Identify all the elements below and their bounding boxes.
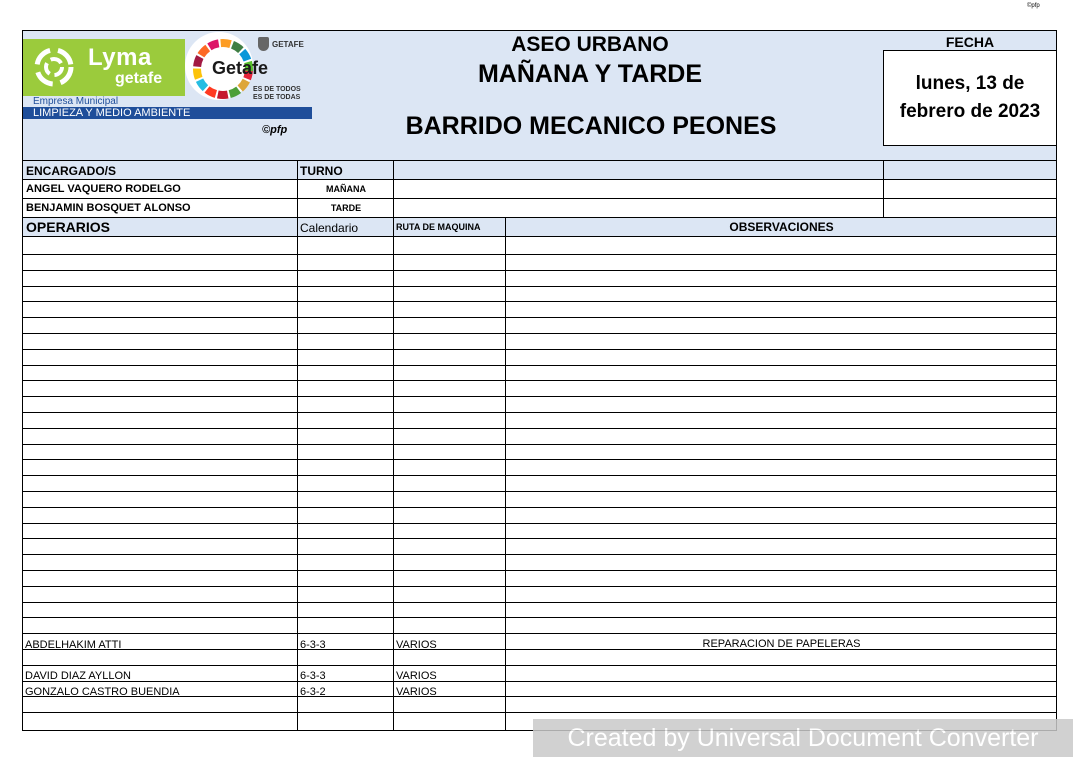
grid-hline [22, 396, 1057, 397]
grid-hline [22, 681, 1057, 682]
grid-hline [22, 586, 1057, 587]
grid-hline [22, 349, 1057, 350]
grid-vline [393, 160, 394, 731]
encargado-name: ANGEL VAQUERO RODELGO [26, 183, 181, 195]
motto-line2: ES DE TODAS [253, 94, 301, 101]
lyma-word: Lyma [88, 44, 152, 71]
grid-hline [22, 198, 1057, 199]
grid-hline [22, 475, 1057, 476]
grid-hline [22, 317, 1057, 318]
grid-hline [22, 160, 1057, 161]
encargados-col-header: ENCARGADO/S [26, 164, 117, 178]
title-aseo: ASEO URBANO [511, 33, 669, 56]
grid-hline [22, 254, 1057, 255]
grid-hline [22, 712, 1057, 713]
grid-hline [22, 380, 1057, 381]
getafe-ayto: GETAFE [272, 40, 304, 49]
grid-hline [22, 617, 1057, 618]
motto-line1: ES DE TODOS [253, 86, 301, 93]
getafe-word: Getafe [212, 58, 269, 78]
encargado-turno: MAÑANA [326, 184, 366, 194]
ruta-col-header: RUTA DE MAQUINA [396, 222, 481, 232]
lyma-sub: getafe [115, 70, 163, 87]
grid-hline [22, 301, 1057, 302]
fecha-label: FECHA [945, 34, 995, 50]
grid-hline [22, 333, 1057, 334]
title-barrido: BARRIDO MECANICO PEONES [405, 112, 777, 140]
empresa-label: Empresa Municipal [33, 96, 119, 107]
grid-hline [22, 270, 1057, 271]
pfp-mark: ©pfp [262, 124, 288, 136]
operario-observacion: REPARACION DE PAPELERAS [702, 638, 861, 650]
operario-ruta: VARIOS [396, 670, 437, 682]
grid-hline [22, 179, 1057, 180]
motto [253, 86, 301, 102]
encargado-turno: TARDE [330, 203, 362, 213]
observaciones-col-header: OBSERVACIONES [729, 220, 834, 234]
encargado-name: BENJAMIN BOSQUET ALONSO [26, 202, 191, 214]
limpieza-label: LIMPIEZA Y MEDIO AMBIENTE [33, 107, 191, 119]
grid-hline [22, 412, 1057, 413]
operario-calendario: 6-3-3 [300, 639, 326, 651]
calendario-col-header: Calendario [300, 221, 359, 235]
getafe-shield-icon [258, 37, 269, 51]
operario-name: DAVID DIAZ AYLLON [25, 670, 131, 682]
grid-hline [22, 428, 1057, 429]
grid-hline [22, 570, 1057, 571]
turno-col-header: TURNO [300, 164, 343, 178]
grid-hline [22, 217, 1057, 218]
grid-hline [22, 459, 1057, 460]
encargados-header-fill [23, 161, 1056, 179]
grid-vline [883, 160, 884, 217]
operario-name: GONZALO CASTRO BUENDIA [25, 686, 180, 698]
grid-hline [22, 444, 1057, 445]
grid-hline [22, 236, 1057, 237]
grid-hline [22, 602, 1057, 603]
operario-name: ABDELHAKIM ATTI [25, 639, 122, 651]
grid-hline [22, 554, 1057, 555]
grid-hline [22, 365, 1057, 366]
grid-hline [22, 507, 1057, 508]
grid-hline [22, 491, 1057, 492]
lyma-swirl-icon [33, 46, 75, 88]
title-turnos: MAÑANA Y TARDE [477, 60, 703, 88]
operario-ruta: VARIOS [396, 686, 437, 698]
grid-hline [22, 538, 1057, 539]
operarios-col-header: OPERARIOS [26, 219, 111, 235]
grid-hline [22, 665, 1057, 666]
grid-vline [297, 160, 298, 731]
grid-hline [22, 633, 1057, 634]
operario-ruta: VARIOS [396, 639, 437, 651]
operario-calendario: 6-3-3 [300, 670, 326, 682]
grid-hline [22, 523, 1057, 524]
fecha-value: lunes, 13 de febrero de 2023 [883, 50, 1057, 146]
grid-vline [505, 217, 506, 731]
corner-mark: ©pfp [1027, 3, 1040, 9]
operario-calendario: 6-3-2 [300, 686, 326, 698]
grid-hline [22, 286, 1057, 287]
converter-watermark: Created by Universal Document Converter [533, 719, 1073, 757]
